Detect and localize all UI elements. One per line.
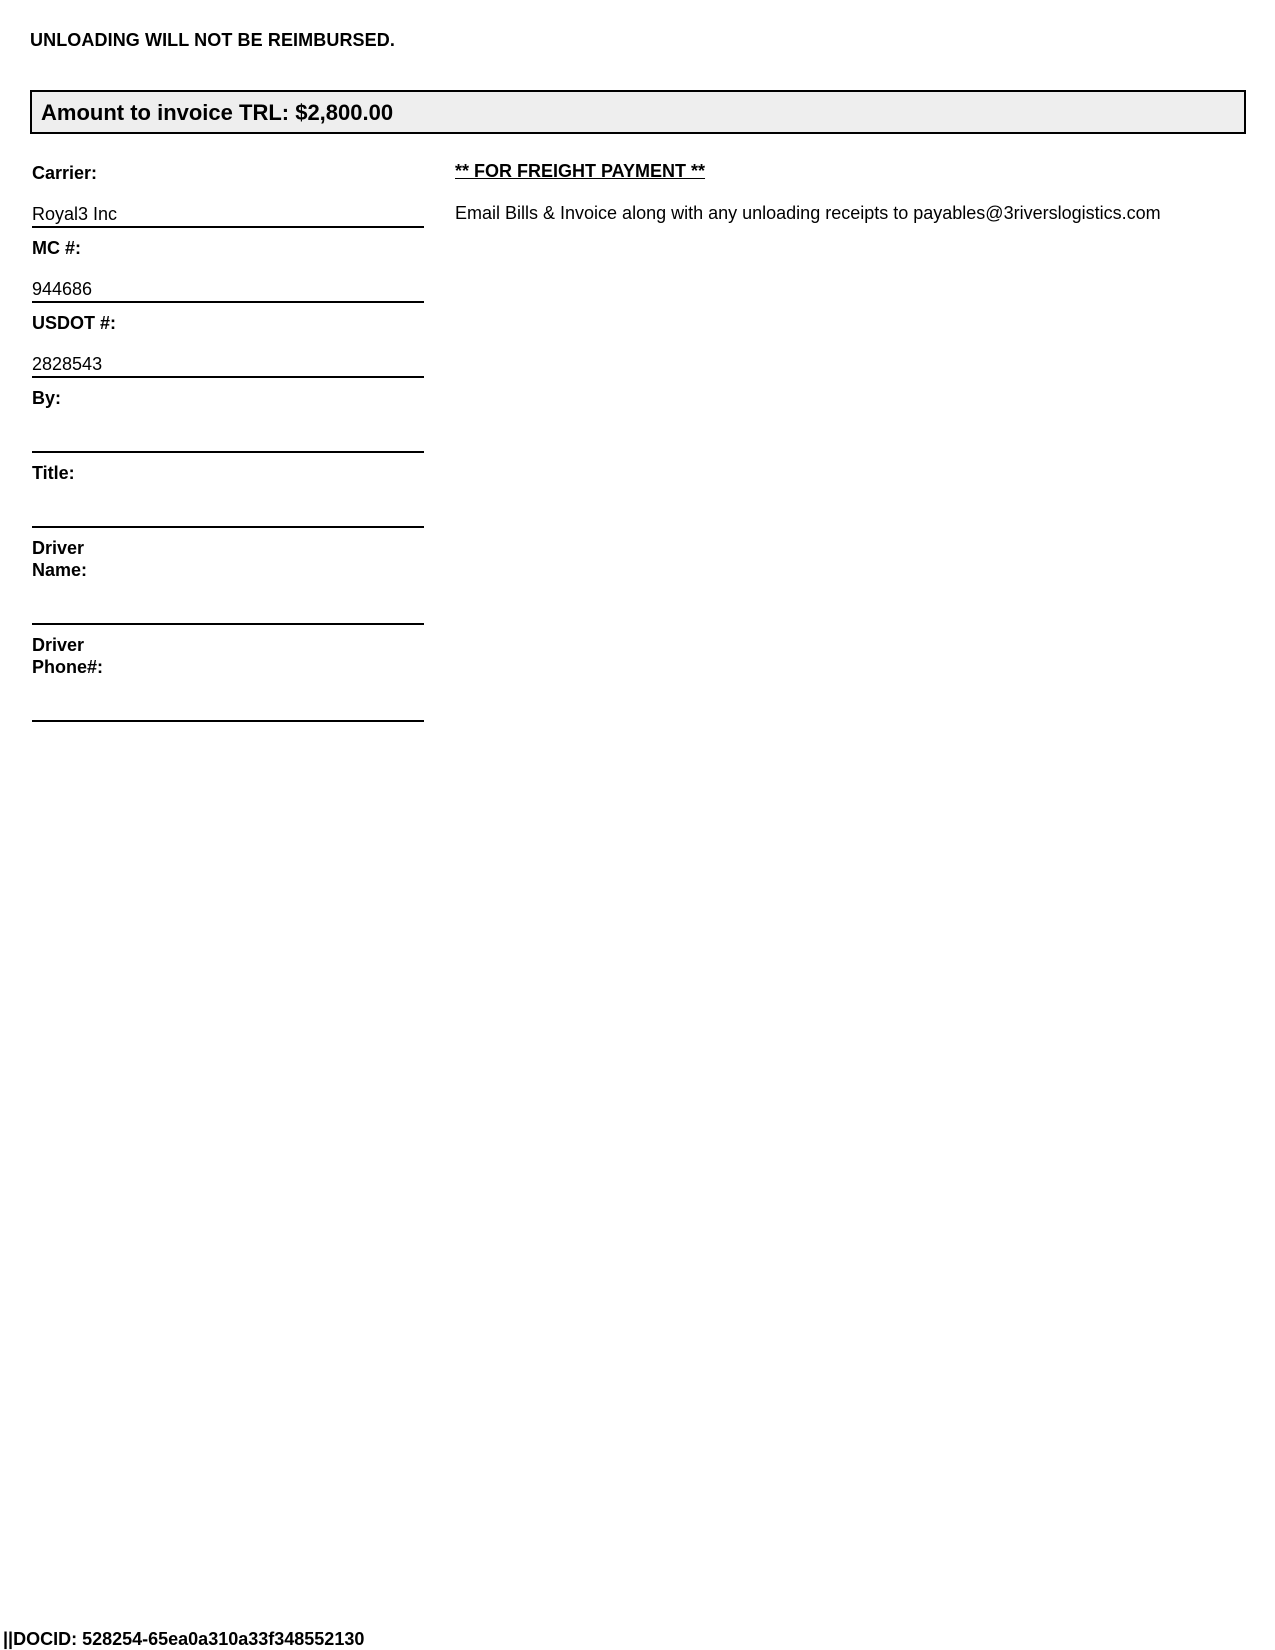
title-label: Title: — [32, 463, 75, 483]
driver-phone-line — [32, 697, 424, 722]
driver-phone-label — [32, 625, 424, 678]
carrier-field — [32, 153, 424, 228]
freight-payment-section — [455, 160, 1245, 224]
title-line — [32, 503, 424, 528]
usdot-number-field — [32, 303, 424, 378]
driver-phone-label-line1: Driver — [32, 635, 85, 655]
driver-name-label-line1: Driver — [32, 538, 85, 558]
driver-name-field — [32, 528, 424, 625]
usdot-number-value: 2828543 — [32, 353, 424, 378]
freight-payment-note: Email Bills & Invoice along with any unloading receipts to payables@3riverslogistics.com — [455, 203, 1161, 223]
carrier-label: Carrier: — [32, 163, 98, 183]
by-label: By: — [32, 388, 62, 408]
driver-name-label-line2: Name: — [32, 560, 88, 580]
document-id: ||DOCID: 528254-65ea0a310a33f348552130 — [3, 1629, 365, 1649]
amount-to-invoice-label: Amount to invoice TRL: $2,800.00 — [41, 100, 394, 125]
by-signature-line — [32, 428, 424, 453]
unloading-notice: UNLOADING WILL NOT BE REIMBURSED. — [30, 30, 395, 50]
freight-payment-heading: ** FOR FREIGHT PAYMENT ** — [455, 161, 706, 181]
usdot-number-label: USDOT #: — [32, 313, 117, 333]
carrier-value: Royal3 Inc — [32, 203, 424, 228]
mc-number-field — [32, 228, 424, 303]
title-field — [32, 453, 424, 528]
mc-number-value: 944686 — [32, 278, 424, 303]
driver-phone-label-line2: Phone#: — [32, 657, 104, 677]
driver-name-label — [32, 528, 424, 581]
driver-name-line — [32, 600, 424, 625]
driver-phone-field — [32, 625, 424, 722]
mc-number-label: MC #: — [32, 238, 81, 258]
amount-to-invoice-box — [30, 90, 1246, 134]
carrier-info-section — [32, 153, 424, 722]
by-field — [32, 378, 424, 453]
